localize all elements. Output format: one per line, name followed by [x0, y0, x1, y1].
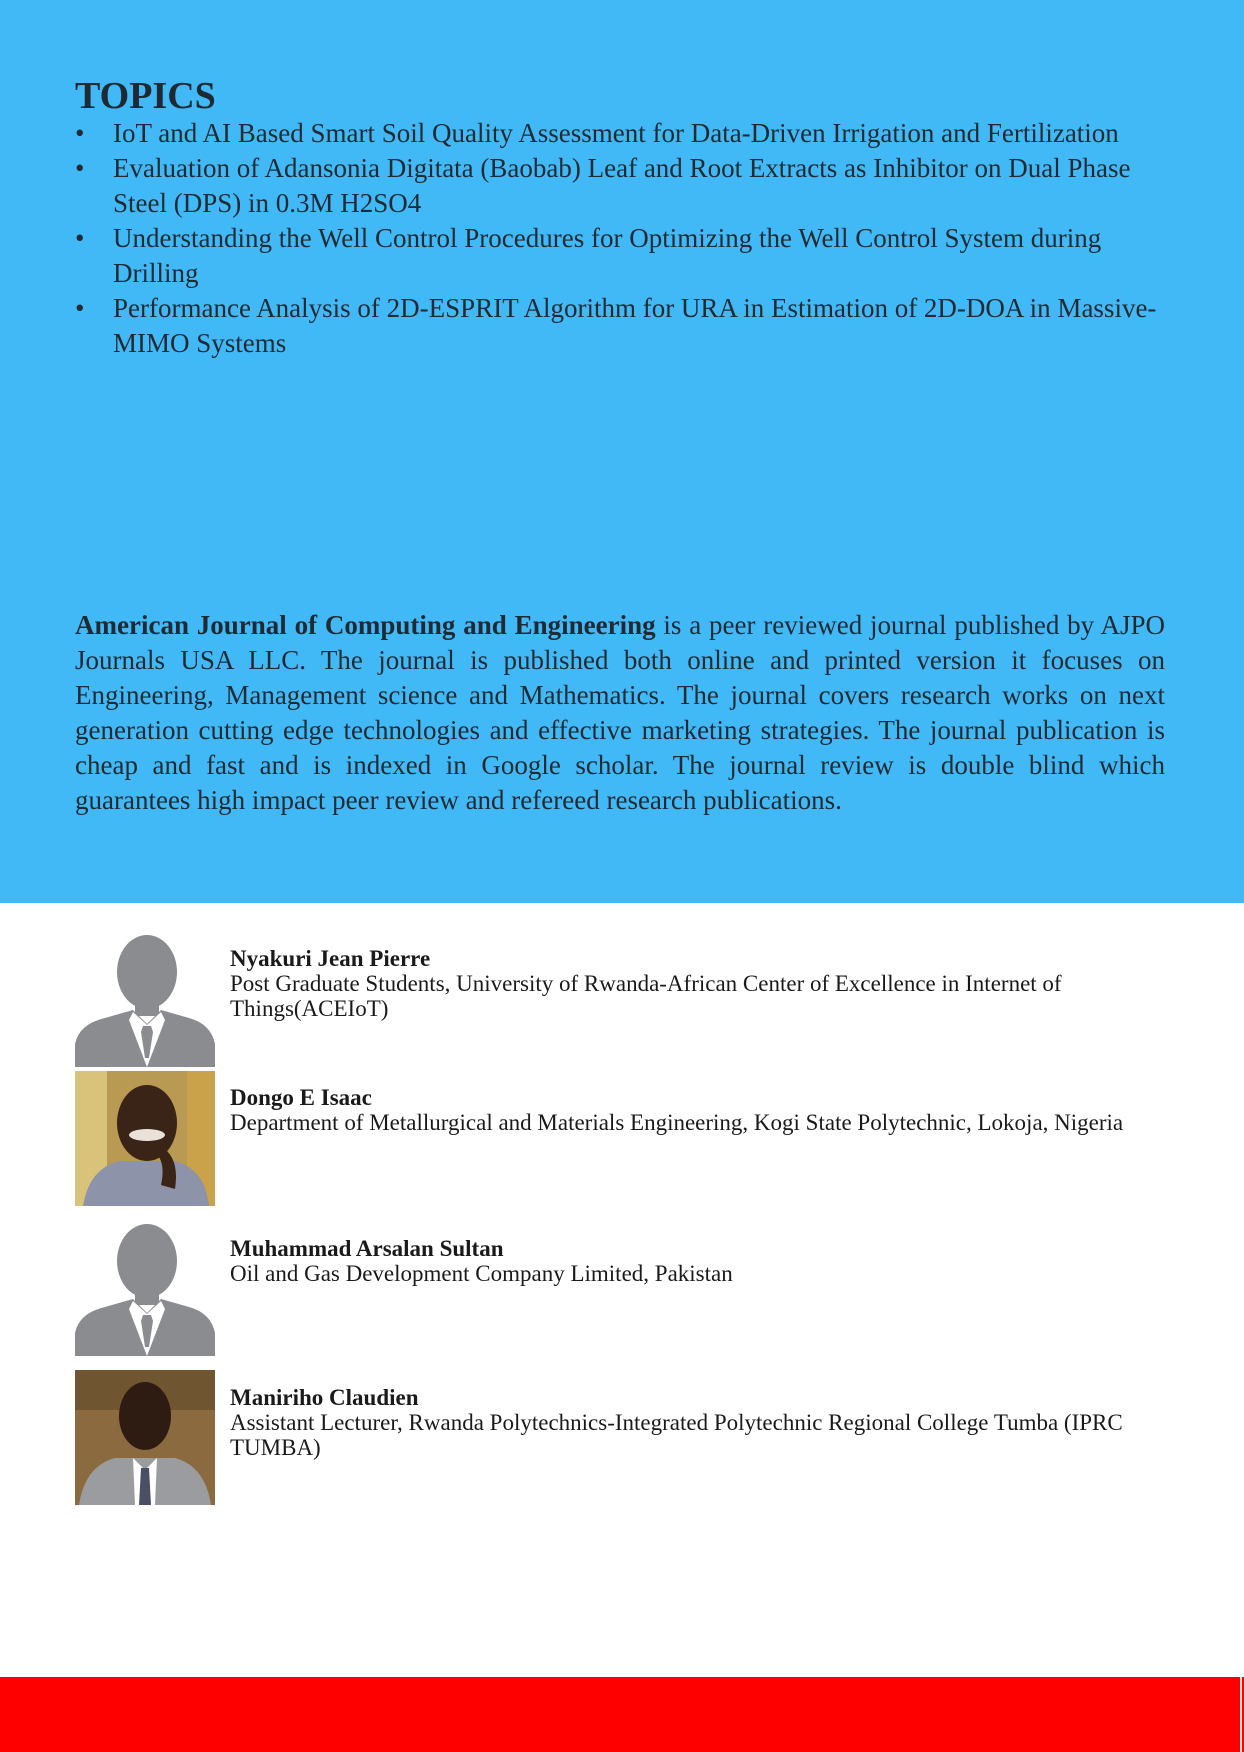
topic-item [75, 291, 1165, 361]
topic-text: Understanding the Well Control Procedures for Optimizing the Well Control System during Drilling [113, 223, 1102, 288]
author-name: Nyakuri Jean Pierre [230, 946, 431, 971]
author-photo [75, 1370, 215, 1505]
author-affiliation: Oil and Gas Development Company Limited, Pakistan [230, 1261, 733, 1286]
person-silhouette-icon [75, 1221, 215, 1356]
person-silhouette-icon [75, 932, 215, 1067]
author-card [75, 1221, 1175, 1356]
footer-bar [0, 1677, 1244, 1752]
author-info [230, 1236, 1215, 1286]
author-photo-placeholder [75, 932, 215, 1067]
journal-description-text: is a peer reviewed journal published by AJPO Journals USA LLC. The journal is published both online and printed version it focuses on Engineering, Management science and Mathematics. The journal covers research works on next generation cutting edge technologies and effective marketing strategies. The journal publication is cheap and fast and is indexed in Google scholar. The journal review is double blind which guarantees high impact peer review and refereed research publications. [75, 610, 1165, 815]
author-name: Muhammad Arsalan Sultan [230, 1236, 504, 1261]
author-card [75, 932, 1175, 1067]
author-name: Maniriho Claudien [230, 1385, 419, 1410]
footer-bar-edge [1240, 1677, 1242, 1752]
journal-description [75, 608, 1165, 818]
author-portrait-icon [75, 1071, 215, 1206]
author-portrait-icon [75, 1370, 215, 1505]
author-affiliation: Assistant Lecturer, Rwanda Polytechnics-Integrated Polytechnic Regional College Tumba (IPRC TUMBA) [230, 1410, 1123, 1460]
author-photo [75, 1071, 215, 1206]
bullet-icon: • [75, 293, 85, 323]
topic-item [75, 221, 1165, 291]
topic-text: Evaluation of Adansonia Digitata (Baobab) Leaf and Root Extracts as Inhibitor on Dual Phase Steel (DPS) in 0.3M H2SO4 [113, 153, 1131, 218]
topics-heading: TOPICS [75, 75, 216, 117]
author-info [230, 946, 1215, 1021]
journal-name: American Journal of Computing and Engineering [75, 610, 656, 640]
topic-text: IoT and AI Based Smart Soil Quality Assessment for Data-Driven Irrigation and Fertilization [113, 118, 1119, 148]
author-card [75, 1370, 1175, 1505]
topic-item [75, 116, 1165, 151]
bullet-icon: • [75, 223, 85, 253]
author-card [75, 1071, 1175, 1206]
author-info [230, 1385, 1215, 1460]
bullet-icon: • [75, 153, 85, 183]
author-affiliation: Post Graduate Students, University of Rwanda-African Center of Excellence in Internet of Things(ACEIoT) [230, 971, 1062, 1021]
bullet-icon: • [75, 118, 85, 148]
author-info [230, 1085, 1215, 1135]
author-photo-placeholder [75, 1221, 215, 1356]
topic-item [75, 151, 1165, 221]
topic-text: Performance Analysis of 2D-ESPRIT Algorithm for URA in Estimation of 2D-DOA in Massive-MIMO Systems [113, 293, 1157, 358]
topic-list [75, 116, 1165, 361]
author-name: Dongo E Isaac [230, 1085, 372, 1110]
author-affiliation: Department of Metallurgical and Materials Engineering, Kogi State Polytechnic, Lokoja, Nigeria [230, 1110, 1124, 1135]
